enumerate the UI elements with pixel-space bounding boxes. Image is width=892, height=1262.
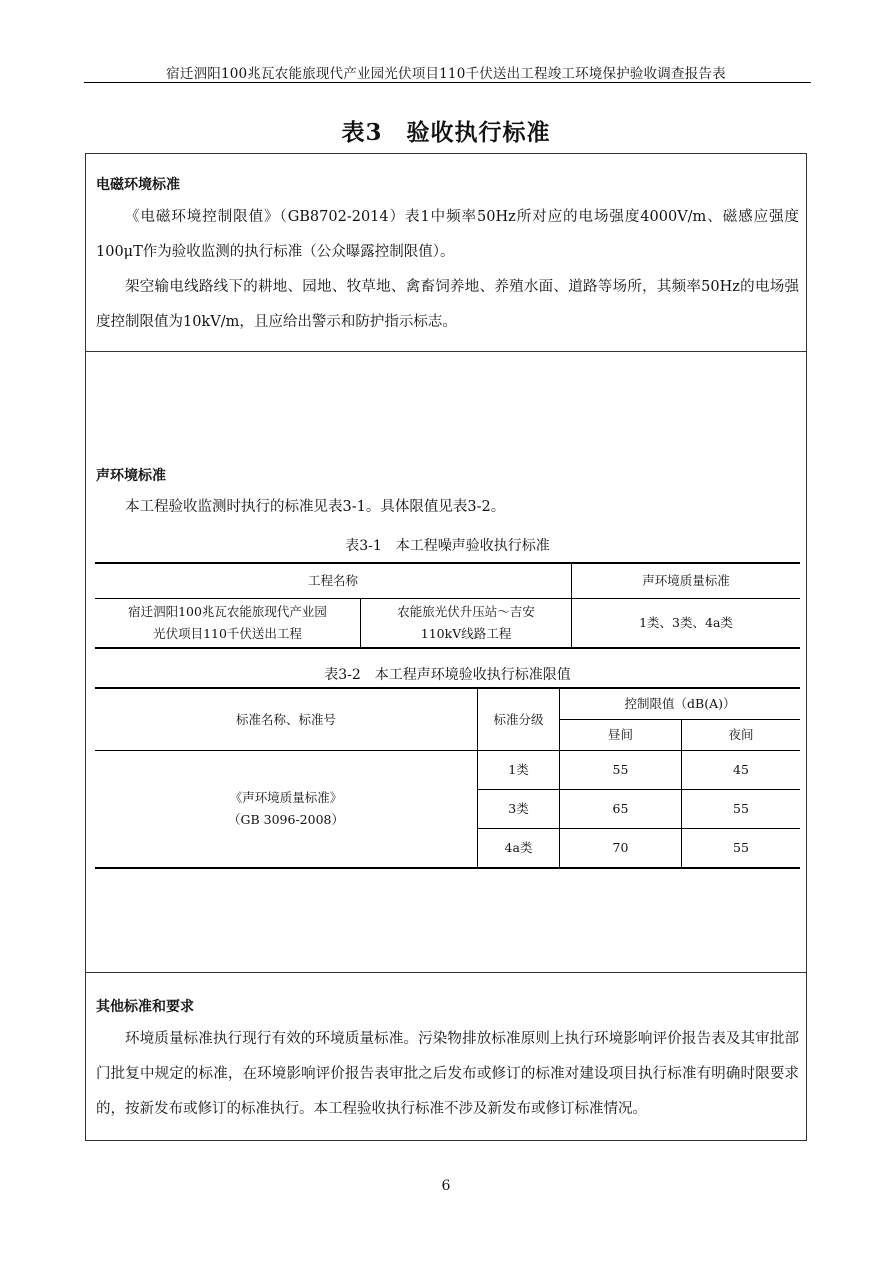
col-header-quality-standard: 声环境质量标准 <box>572 563 801 599</box>
project-name-line-1: 宿迁泗阳100兆瓦农能旅现代产业园 <box>128 604 327 619</box>
em-paragraph-2: 架空输电线路线下的耕地、园地、牧草地、禽畜饲养地、养殖水面、道路等场所，其频率50Hz的电场强度控制限值为10kV/m，且应给出警示和防护指示标志。 <box>96 279 799 330</box>
em-section-title: 电磁环境标准 <box>96 177 180 193</box>
night-limit-cell: 55 <box>682 790 801 829</box>
quality-standard-cell: 1类、3类、4a类 <box>572 599 801 649</box>
other-paragraph: 环境质量标准执行现行有效的环境质量标准。污染物排放标准原则上执行环境影响评价报告表及其审批部门批复中规定的标准，在环境影响评价报告表审批之后发布或修订的标准对建设项目执行标准有明确时限要求的，按新发布或修订的标准执行。本工程验收执行标准不涉及新发布或修订标准情况。 <box>96 1031 799 1117</box>
class-cell: 1类 <box>478 751 560 790</box>
table-3-1-caption: 表3-1 本工程噪声验收执行标准 <box>345 538 550 554</box>
table-3-1 <box>95 562 800 649</box>
header-rule <box>84 82 811 83</box>
em-paragraph-1: 《电磁环境控制限值》（GB8702-2014）表1中频率50Hz所对应的电场强度4000V/m、磁感应强度100μT作为验收监测的执行标准（公众曝露控制限值）。 <box>96 209 799 260</box>
day-limit-cell: 55 <box>560 751 682 790</box>
col-header-night: 夜间 <box>682 720 801 751</box>
table-3-2-caption: 表3-2 本工程声环境验收执行标准限值 <box>324 667 571 683</box>
subproject-cell <box>361 599 572 649</box>
standard-name-line-1: 《声环境质量标准》 <box>229 790 343 805</box>
project-name-line-2: 光伏项目110千伏送出工程 <box>153 626 302 641</box>
day-limit-cell: 70 <box>560 829 682 869</box>
day-limit-cell: 65 <box>560 790 682 829</box>
subproject-line-1: 农能旅光伏升压站～吉安 <box>397 604 535 619</box>
noise-section-title: 声环境标准 <box>96 468 166 484</box>
col-header-class: 标准分级 <box>478 688 560 751</box>
standard-name-cell <box>95 751 478 869</box>
class-cell: 4a类 <box>478 829 560 869</box>
col-header-day: 昼间 <box>560 720 682 751</box>
col-header-limit: 控制限值（dB(A)） <box>560 688 801 720</box>
running-header: 宿迁泗阳100兆瓦农能旅现代产业园光伏项目110千伏送出工程竣工环境保护验收调查报告表 <box>166 66 726 82</box>
night-limit-cell: 55 <box>682 829 801 869</box>
col-header-project-name: 工程名称 <box>95 563 572 599</box>
col-header-standard-name: 标准名称、标准号 <box>95 688 478 751</box>
table-row <box>95 751 800 790</box>
page-number: 6 <box>441 1178 451 1194</box>
subproject-line-2: 110kV线路工程 <box>420 626 512 641</box>
standard-name-line-2: （GB 3096-2008） <box>228 812 344 827</box>
other-section-title: 其他标准和要求 <box>96 999 194 1015</box>
class-cell: 3类 <box>478 790 560 829</box>
night-limit-cell: 45 <box>682 751 801 790</box>
page-title: 表3 验收执行标准 <box>341 119 551 146</box>
section-divider-1 <box>85 351 807 352</box>
table-3-2 <box>95 687 800 869</box>
section-divider-2 <box>85 972 807 973</box>
noise-intro: 本工程验收监测时执行的标准见表3-1。具体限值见表3-2。 <box>125 499 506 515</box>
project-name-cell <box>95 599 361 649</box>
